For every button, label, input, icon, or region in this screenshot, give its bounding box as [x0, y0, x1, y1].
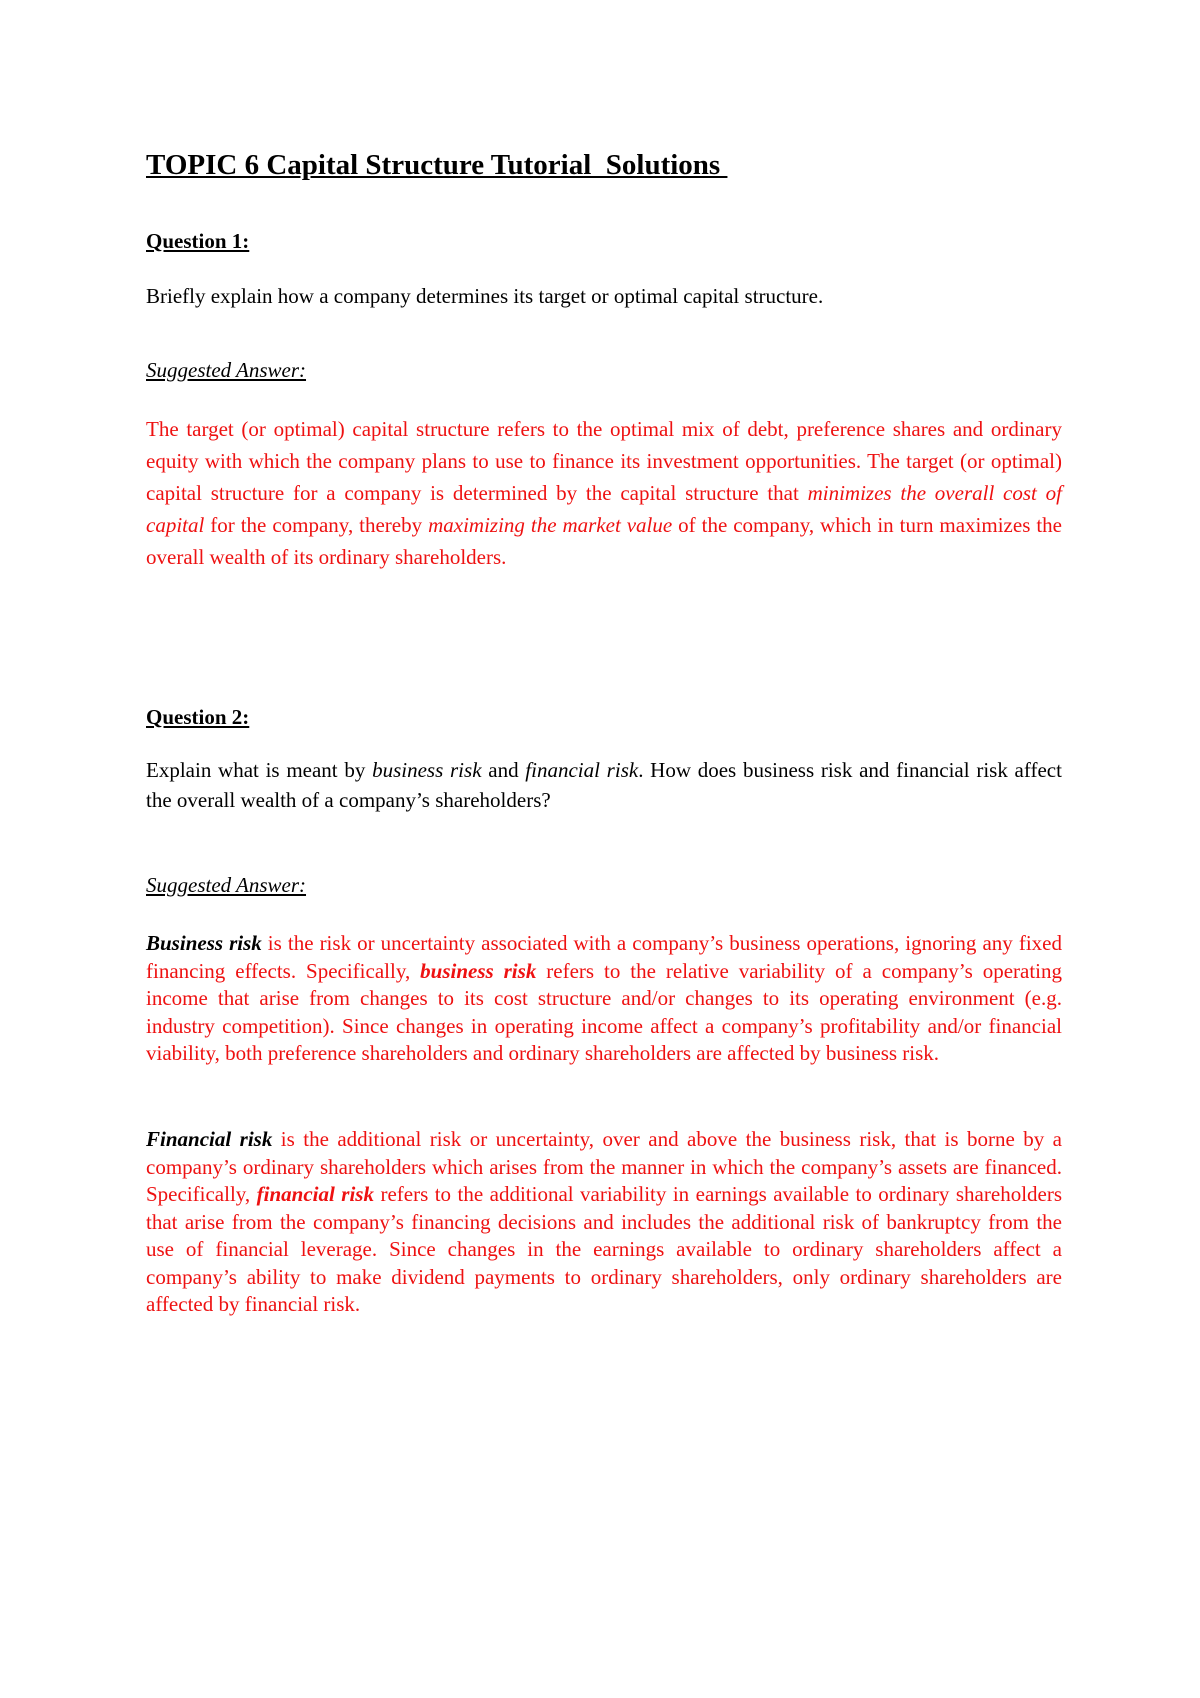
question-2-text-a: Explain what is meant by	[146, 758, 373, 782]
question-1-heading: Question 1:	[146, 229, 250, 253]
financial-risk-text-b: refers to the additional variability in earnings available to ordinary shareholders that arise from the company’s financing decisions and includes the additional risk of bankruptcy from the use of financial leverage. Since changes in the earnings available to ordinary shareholders affect a company’s ability to make dividend payments to ordinary shareholders, only ordinary shareholders are affected by financial risk.	[146, 1182, 1063, 1316]
business-risk-text-b: refers to the relative variability of a company’s operating income that arise from changes to its cost structure and/or changes to its operating environment (e.g. industry competition). Since changes in operating income affect a company’s profitability and/or financial viability, both preference shareholders and ordinary shareholders are affected by business risk.	[146, 958, 1063, 1065]
question-2-answer-label: Suggested Answer:	[146, 873, 307, 897]
business-risk-emphasis: business risk	[420, 958, 537, 983]
question-2-text	[146, 755, 1062, 815]
question-2-text-b: and	[481, 758, 526, 782]
question-2-emphasis-a: business risk	[372, 758, 482, 782]
answer-1-text-a: The target (or optimal) capital structure refers to the optimal mix of debt, preference shares and ordinary equity with which the company plans to use to finance its investment opportunities. The target (or optimal) capital structure for a company is determined by the capital structure that	[146, 417, 1062, 505]
question-2-emphasis-b: financial risk	[525, 758, 639, 782]
business-risk-answer	[146, 930, 1062, 1068]
financial-risk-emphasis: financial risk	[256, 1182, 374, 1206]
business-risk-term: Business risk	[146, 931, 262, 955]
answer-1-emphasis-b: maximizing the market value	[428, 513, 673, 537]
answer-1-text-b: for the company, thereby	[204, 513, 429, 537]
question-1-answer	[146, 413, 1062, 573]
answer-1-text-c: of the company, which in turn maximizes the overall wealth of its ordinary shareholders.	[146, 513, 1062, 569]
answer-1-emphasis-a: minimizes the overall cost of capital	[146, 481, 1062, 537]
question-2-text-c: . How does business risk and financial risk affect the overall wealth of a company’s shareholders?	[146, 758, 1062, 812]
financial-risk-answer	[146, 1126, 1062, 1319]
question-2-heading: Question 2:	[146, 705, 250, 729]
financial-risk-term: Financial risk	[146, 1127, 273, 1151]
page-title: TOPIC 6 Capital Structure Tutorial Solutions	[146, 149, 728, 181]
business-risk-text-a: is the risk or uncertainty associated with a company’s business operations, ignoring any fixed financing effects. Specifically,	[146, 931, 1062, 983]
financial-risk-text-a: is the additional risk or uncertainty, over and above the business risk, that is borne by a company’s ordinary shareholders which arises from the manner in which the company’s assets are financed. Specifically,	[146, 1127, 1062, 1206]
question-1-text: Briefly explain how a company determines its target or optimal capital structure.	[146, 284, 824, 308]
question-1-answer-label: Suggested Answer:	[146, 358, 307, 382]
